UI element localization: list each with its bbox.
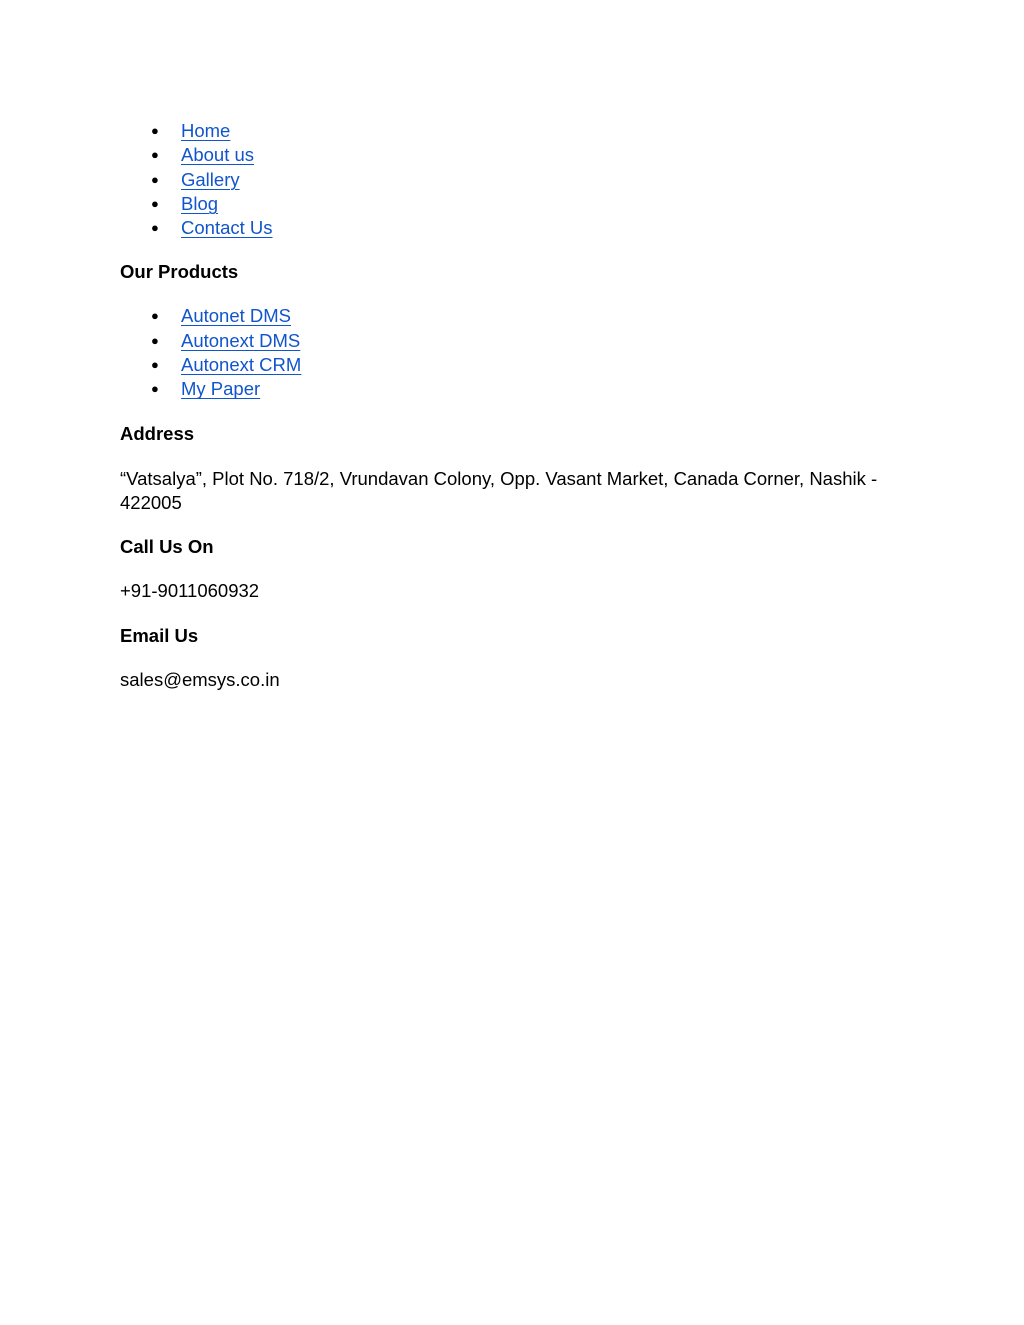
nav-link-about[interactable]: About us <box>181 144 255 166</box>
nav-link-gallery[interactable]: Gallery <box>181 168 240 190</box>
product-item-autonext-crm <box>120 353 900 377</box>
bullet-icon: ● <box>151 357 159 373</box>
address-text: “Vatsalya”, Plot No. 718/2, Vrundavan Colony, Opp. Vasant Market, Canada Corner, Nashik - 422005 <box>120 467 878 513</box>
nav-list <box>120 119 900 240</box>
nav-link-blog[interactable]: Blog <box>181 192 219 214</box>
bullet-icon: ● <box>151 220 159 236</box>
product-item-autonext-dms <box>120 329 900 353</box>
phone-number: +91-9011060932 <box>120 580 260 602</box>
products-heading: Our Products <box>120 261 239 283</box>
nav-item-contact <box>120 216 900 240</box>
nav-item-about <box>120 143 900 167</box>
spacer <box>120 604 900 624</box>
product-link-my-paper[interactable]: My Paper <box>181 378 261 400</box>
nav-link-contact[interactable]: Contact Us <box>181 217 273 239</box>
bullet-icon: ● <box>151 147 159 163</box>
product-link-autonext-dms[interactable]: Autonext DMS <box>181 329 301 351</box>
bullet-icon: ● <box>151 332 159 348</box>
spacer <box>120 559 900 579</box>
product-item-autonet-dms <box>120 304 900 328</box>
nav-item-gallery <box>120 168 900 192</box>
spacer <box>120 284 900 304</box>
call-heading: Call Us On <box>120 536 214 558</box>
nav-link-home[interactable]: Home <box>181 120 231 141</box>
spacer <box>120 515 900 535</box>
nav-item-home <box>120 119 900 143</box>
products-list <box>120 304 900 401</box>
bullet-icon: ● <box>151 381 159 397</box>
bullet-icon: ● <box>151 308 159 324</box>
nav-item-blog <box>120 192 900 216</box>
email-address: sales@emsys.co.in <box>120 668 280 690</box>
bullet-icon: ● <box>151 171 159 187</box>
address-heading: Address <box>120 422 195 444</box>
product-link-autonext-crm[interactable]: Autonext CRM <box>181 354 302 376</box>
spacer <box>120 402 900 422</box>
product-item-my-paper <box>120 377 900 401</box>
email-heading: Email Us <box>120 624 199 646</box>
bullet-icon: ● <box>151 195 159 211</box>
product-link-autonet-dms[interactable]: Autonet DMS <box>181 305 292 327</box>
spacer <box>120 446 900 467</box>
spacer <box>120 648 900 668</box>
spacer <box>120 240 900 260</box>
document-page <box>120 119 900 692</box>
bullet-icon: ● <box>151 123 159 138</box>
